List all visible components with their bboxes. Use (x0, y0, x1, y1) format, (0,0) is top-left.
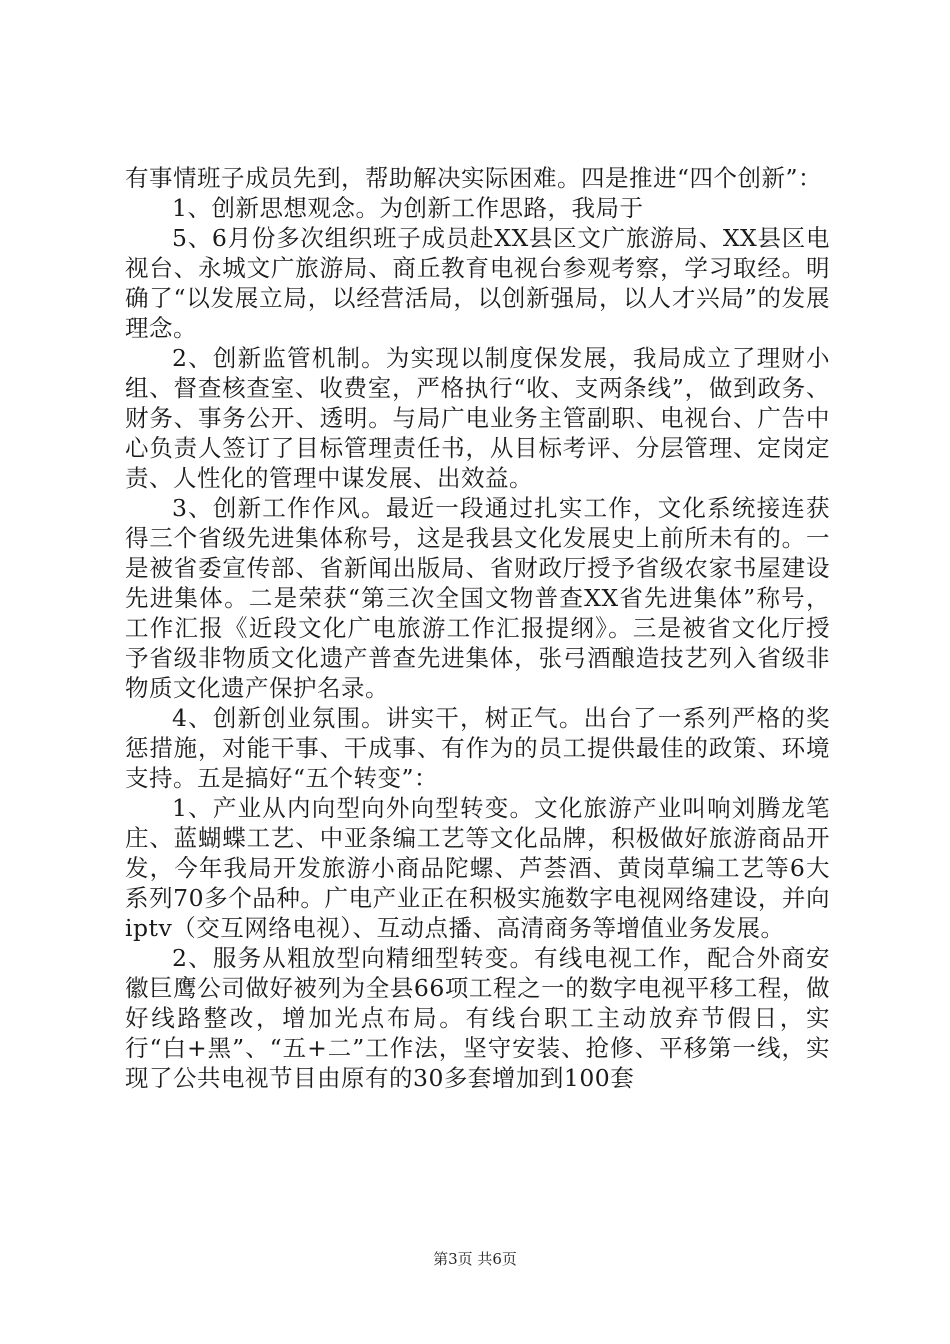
paragraph: 5、6月份多次组织班子成员赴XX县区文广旅游局、XX县区电视台、永城文广旅游局、商丘教育电视台参观考察，学习取经。明确了“以发展立局，以经营活局，以创新强局，以人才兴局”的发展理念。 (125, 224, 830, 342)
paragraph: 1、产业从内向型向外向型转变。文化旅游产业叫响刘腾龙笔庄、蓝蝴蝶工艺、中亚条编工艺等文化品牌，积极做好旅游商品开发，今年我局开发旅游小商品陀螺、芦荟酒、黄岗草编工艺等6大系列70多个品种。广电产业正在积极实施数字电视网络建设，并向iptv（交互网络电视）、互动点播、高清商务等增值业务发展。 (125, 794, 830, 942)
paragraph: 有事情班子成员先到，帮助解决实际困难。四是推进“四个创新”： (125, 164, 823, 192)
paragraph: 1、创新思想观念。为创新工作思路，我局于 (172, 194, 644, 222)
document-body (125, 163, 830, 1093)
paragraph: 4、创新创业氛围。讲实干，树正气。出台了一系列严格的奖惩措施，对能干事、干成事、有作为的员工提供最佳的政策、环境支持。五是搞好“五个转变”： (125, 704, 830, 792)
paragraph: 2、创新监管机制。为实现以制度保发展，我局成立了理财小组、督查核查室、收费室，严格执行“收、支两条线”，做到政务、财务、事务公开、透明。与局广电业务主管副职、电视台、广告中心负责人签订了目标管理责任书，从目标考评、分层管理、定岗定责、人性化的管理中谋发展、出效益。 (125, 344, 830, 492)
paragraph: 3、创新工作作风。最近一段通过扎实工作，文化系统接连获得三个省级先进集体称号，这是我县文化发展史上前所未有的。一是被省委宣传部、省新闻出版局、省财政厅授予省级农家书屋建设先进集体。二是荣获“第三次全国文物普查XX省先进集体”称号，工作汇报《近段文化广电旅游工作汇报提纲》。三是被省文化厅授予省级非物质文化遗产普查先进集体，张弓酒酿造技艺列入省级非物质文化遗产保护名录。 (125, 494, 830, 702)
paragraph: 2、服务从粗放型向精细型转变。有线电视工作，配合外商安徽巨鹰公司做好被列为全县66项工程之一的数字电视平移工程，做好线路整改，增加光点布局。有线台职工主动放弃节假日，实行“白+黑”、“五+二”工作法，坚守安装、抢修、平移第一线，实现了公共电视节目由原有的30多套增加到100套 (125, 944, 830, 1092)
page-number: 第3页 共6页 (433, 1250, 517, 1268)
